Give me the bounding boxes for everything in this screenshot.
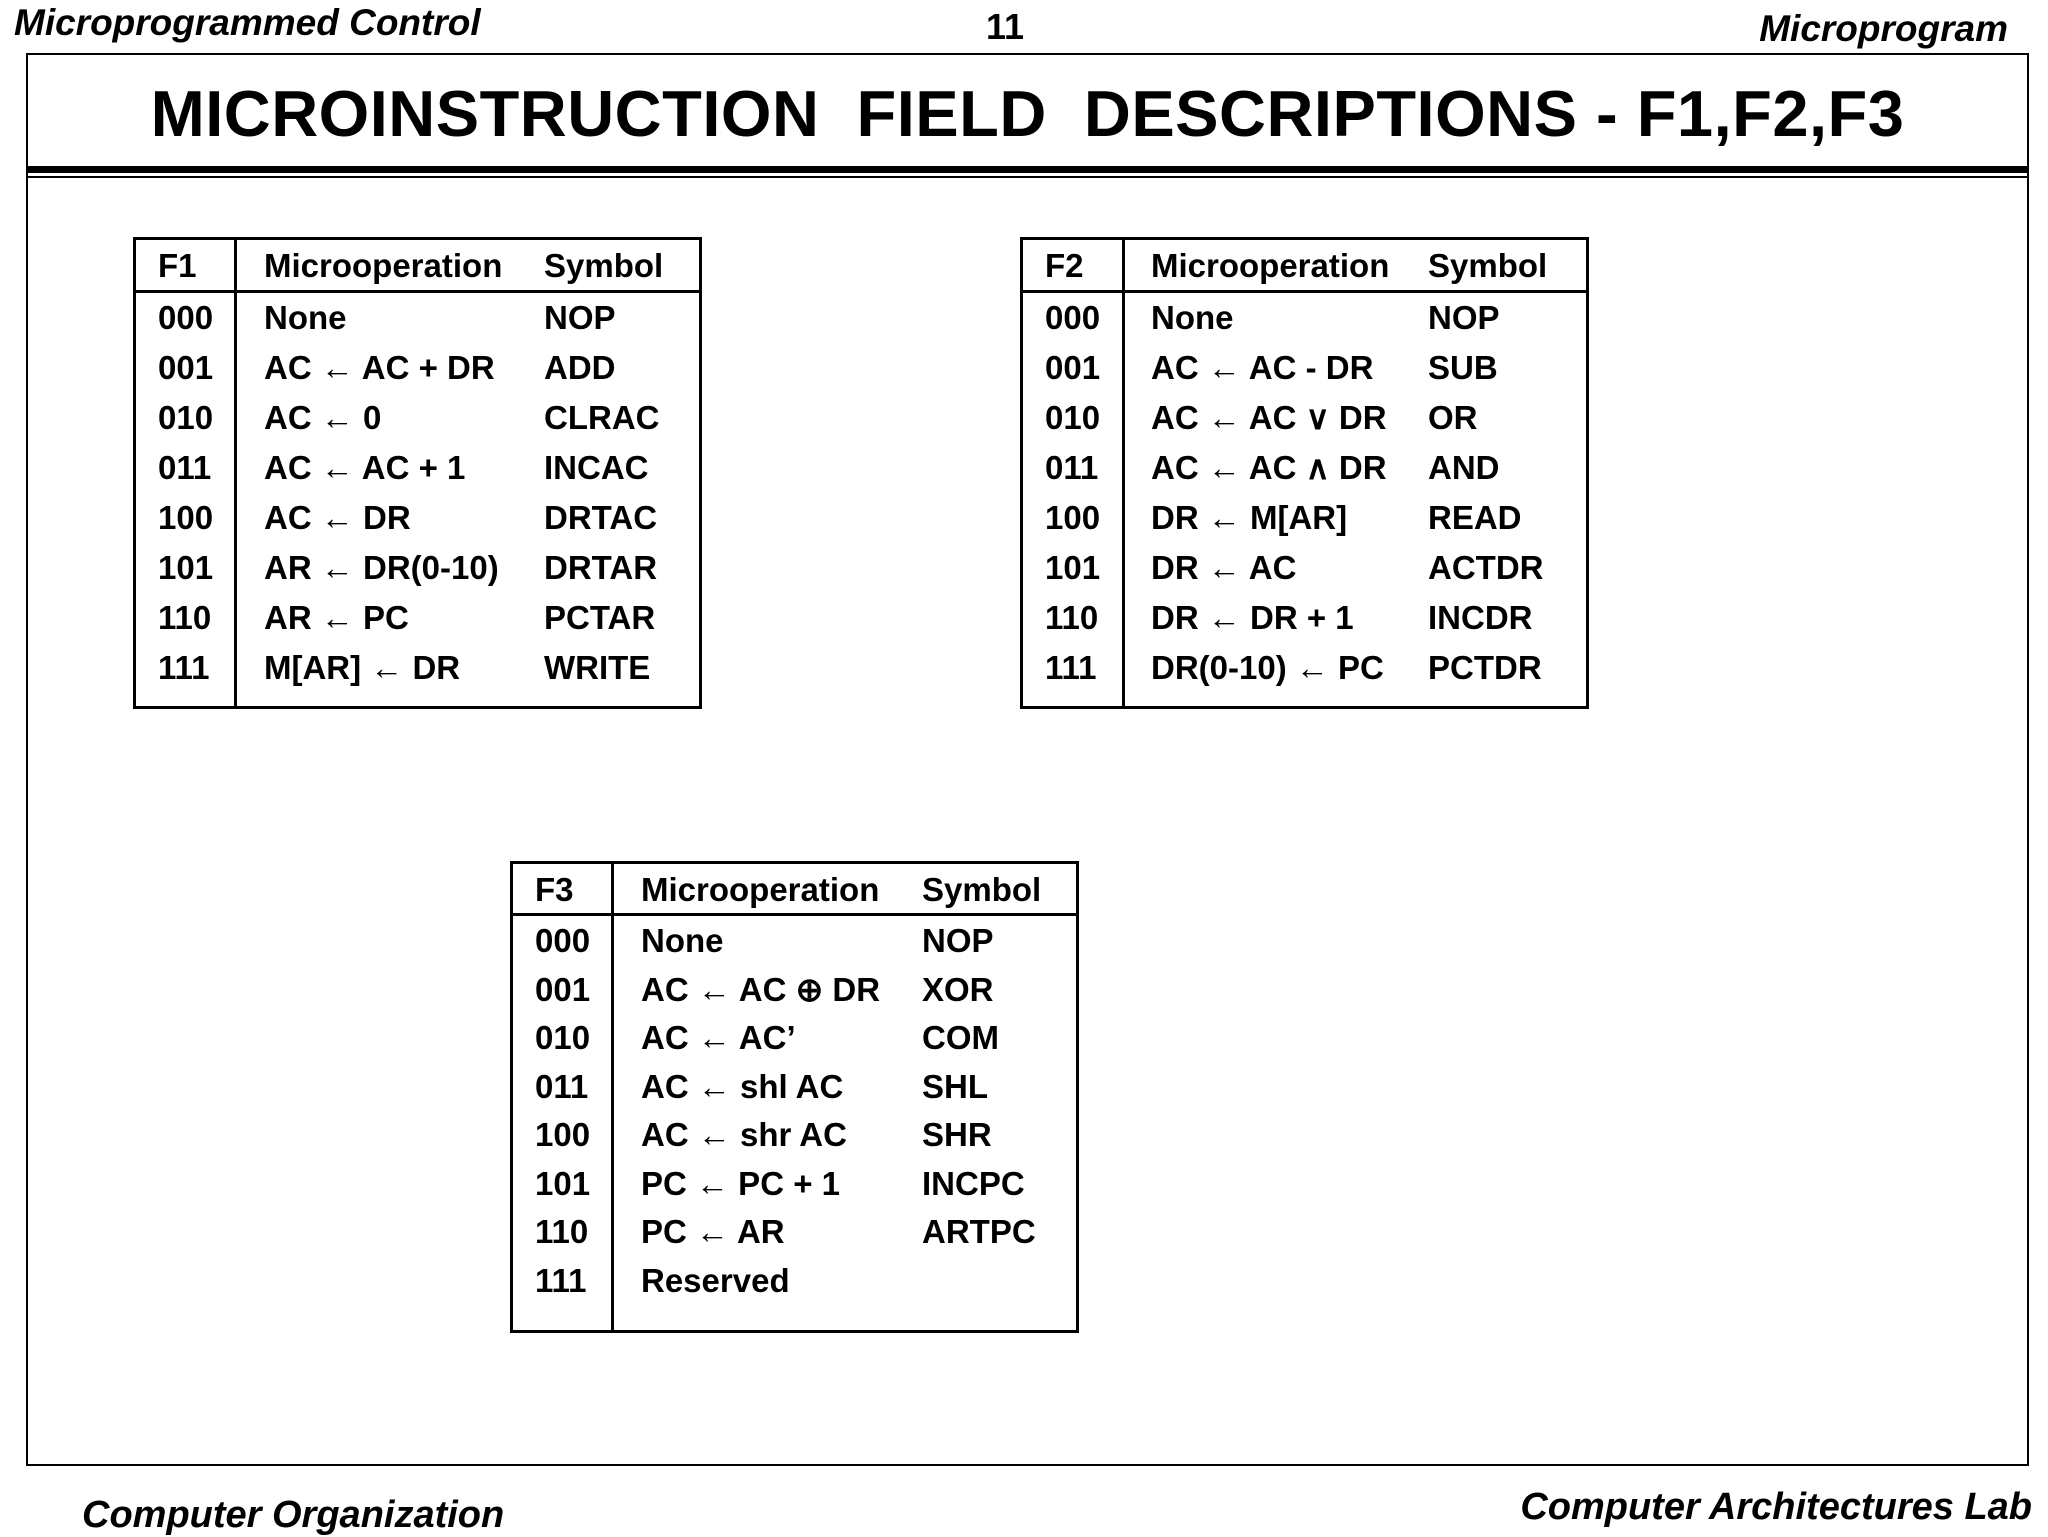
table-row: [513, 916, 1076, 965]
field-code: 011: [158, 449, 212, 486]
table-row: [1023, 443, 1586, 492]
table-row: [1023, 393, 1586, 442]
field-code: 011: [1045, 449, 1099, 486]
microoperation-header: Microoperation: [641, 871, 880, 908]
symbol: INCPC: [922, 1164, 1025, 1202]
table-row: [136, 443, 699, 492]
symbol: NOP: [1428, 299, 1500, 336]
table-header-row: [513, 865, 1076, 914]
field-code: 001: [1045, 349, 1101, 386]
symbol: SHL: [922, 1067, 988, 1105]
microoperation: None: [1151, 299, 1234, 336]
microoperation: DR ← DR + 1: [1151, 599, 1354, 636]
symbol: AND: [1428, 449, 1500, 486]
symbol-header: Symbol: [1428, 247, 1548, 284]
symbol: NOP: [922, 922, 994, 959]
field-code: 110: [158, 599, 212, 636]
table-header-row: [136, 241, 699, 290]
symbol: PCTDR: [1428, 649, 1542, 686]
table-row: [1023, 343, 1586, 392]
header-topic: Microprogram: [1759, 8, 2008, 49]
field-code: 111: [535, 1261, 587, 1299]
microoperation: AR ← PC: [264, 599, 409, 636]
table-row: [513, 1013, 1076, 1062]
microoperation: AC ← AC + DR: [264, 349, 495, 386]
microoperation: AC ← AC ∨ DR: [1151, 399, 1387, 436]
table-row: [513, 1110, 1076, 1159]
page-number: 11: [985, 6, 1025, 47]
microoperation: PC ← PC + 1: [641, 1164, 840, 1202]
field-code: 000: [535, 922, 591, 959]
microoperation: None: [641, 922, 724, 959]
microoperation: AC ← shr AC: [641, 1116, 847, 1153]
field-code: 100: [158, 499, 214, 536]
microoperation: AC ← AC ⊕ DR: [641, 970, 881, 1008]
field-code: 101: [1045, 549, 1101, 586]
field-header: F1: [158, 247, 197, 284]
microoperation: PC ← AR: [641, 1213, 785, 1250]
symbol: ADD: [544, 349, 616, 386]
symbol: SHR: [922, 1116, 992, 1153]
f2-table: [1020, 237, 1589, 709]
microoperation: AR ← DR(0-10): [264, 549, 499, 586]
symbol: PCTAR: [544, 599, 656, 636]
microoperation: None: [264, 299, 347, 336]
table-row: [136, 393, 699, 442]
field-code: 110: [535, 1213, 589, 1250]
microoperation: DR ← M[AR]: [1151, 499, 1348, 536]
field-header: F3: [535, 871, 574, 908]
table-row: [513, 965, 1076, 1014]
microoperation: AC ← AC’: [641, 1019, 796, 1056]
table-row: [1023, 543, 1586, 592]
page-title: MICROINSTRUCTION FIELD DESCRIPTIONS - F1,F2,F3: [150, 77, 1905, 150]
microoperation: M[AR] ← DR: [264, 649, 461, 686]
symbol: DRTAC: [544, 499, 658, 536]
footer-lab-name: Computer Architectures Lab: [1520, 1486, 2032, 1528]
field-code: 000: [158, 299, 214, 336]
table-row: [136, 493, 699, 542]
table-row: [136, 593, 699, 642]
microoperation: AC ← shl AC: [641, 1067, 844, 1105]
table-header-row: [1023, 241, 1586, 290]
field-code: 111: [1045, 649, 1097, 686]
table-row: [513, 1159, 1076, 1208]
symbol: READ: [1428, 499, 1522, 536]
symbol: OR: [1428, 399, 1478, 436]
footer-course-name: Computer Organization: [82, 1494, 505, 1536]
symbol: INCAC: [544, 449, 649, 486]
microoperation: AC ← DR: [264, 499, 411, 536]
title-rule-thin: [26, 176, 2029, 178]
header-course-section: Microprogrammed Control: [14, 2, 481, 43]
microoperation: AC ← 0: [264, 399, 382, 436]
field-code: 110: [1045, 599, 1099, 636]
table-row: [513, 1256, 1076, 1305]
table-row: [136, 343, 699, 392]
microoperation: AC ← AC - DR: [1151, 349, 1374, 386]
microoperation: DR(0-10) ← PC: [1151, 649, 1384, 686]
field-code: 001: [158, 349, 214, 386]
field-code: 111: [158, 649, 210, 686]
symbol: DRTAR: [544, 549, 658, 586]
table-row: [1023, 593, 1586, 642]
microoperation-header: Microoperation: [264, 247, 503, 284]
microoperation: Reserved: [641, 1261, 790, 1299]
field-code: 100: [1045, 499, 1101, 536]
symbol: SUB: [1428, 349, 1498, 386]
table-row: [513, 1207, 1076, 1256]
field-code: 000: [1045, 299, 1101, 336]
microoperation: DR ← AC: [1151, 549, 1297, 586]
table-row: [1023, 493, 1586, 542]
field-code: 100: [535, 1116, 591, 1153]
table-row: [513, 1062, 1076, 1111]
table-row: [136, 293, 699, 342]
symbol: CLRAC: [544, 399, 660, 436]
field-code: 101: [158, 549, 214, 586]
field-code: 011: [535, 1067, 589, 1105]
table-row: [1023, 293, 1586, 342]
symbol: NOP: [544, 299, 616, 336]
symbol: ACTDR: [1428, 549, 1544, 586]
field-code: 010: [158, 399, 214, 436]
field-code: 001: [535, 970, 591, 1008]
f1-table: [133, 237, 702, 709]
microoperation: AC ← AC ∧ DR: [1151, 449, 1387, 486]
table-row: [1023, 643, 1586, 692]
symbol-header: Symbol: [544, 247, 664, 284]
symbol: XOR: [922, 970, 994, 1008]
symbol: ARTPC: [922, 1213, 1036, 1250]
symbol-header: Symbol: [922, 871, 1042, 908]
field-code: 010: [1045, 399, 1101, 436]
f3-table: [510, 861, 1079, 1333]
symbol: INCDR: [1428, 599, 1533, 636]
microoperation: AC ← AC + 1: [264, 449, 466, 486]
table-row: [136, 643, 699, 692]
table-row: [136, 543, 699, 592]
symbol: COM: [922, 1019, 999, 1056]
title-rule-thick: [26, 166, 2029, 173]
microoperation-header: Microoperation: [1151, 247, 1390, 284]
field-header: F2: [1045, 247, 1084, 284]
field-code: 010: [535, 1019, 591, 1056]
field-code: 101: [535, 1164, 591, 1202]
symbol: WRITE: [544, 649, 651, 686]
